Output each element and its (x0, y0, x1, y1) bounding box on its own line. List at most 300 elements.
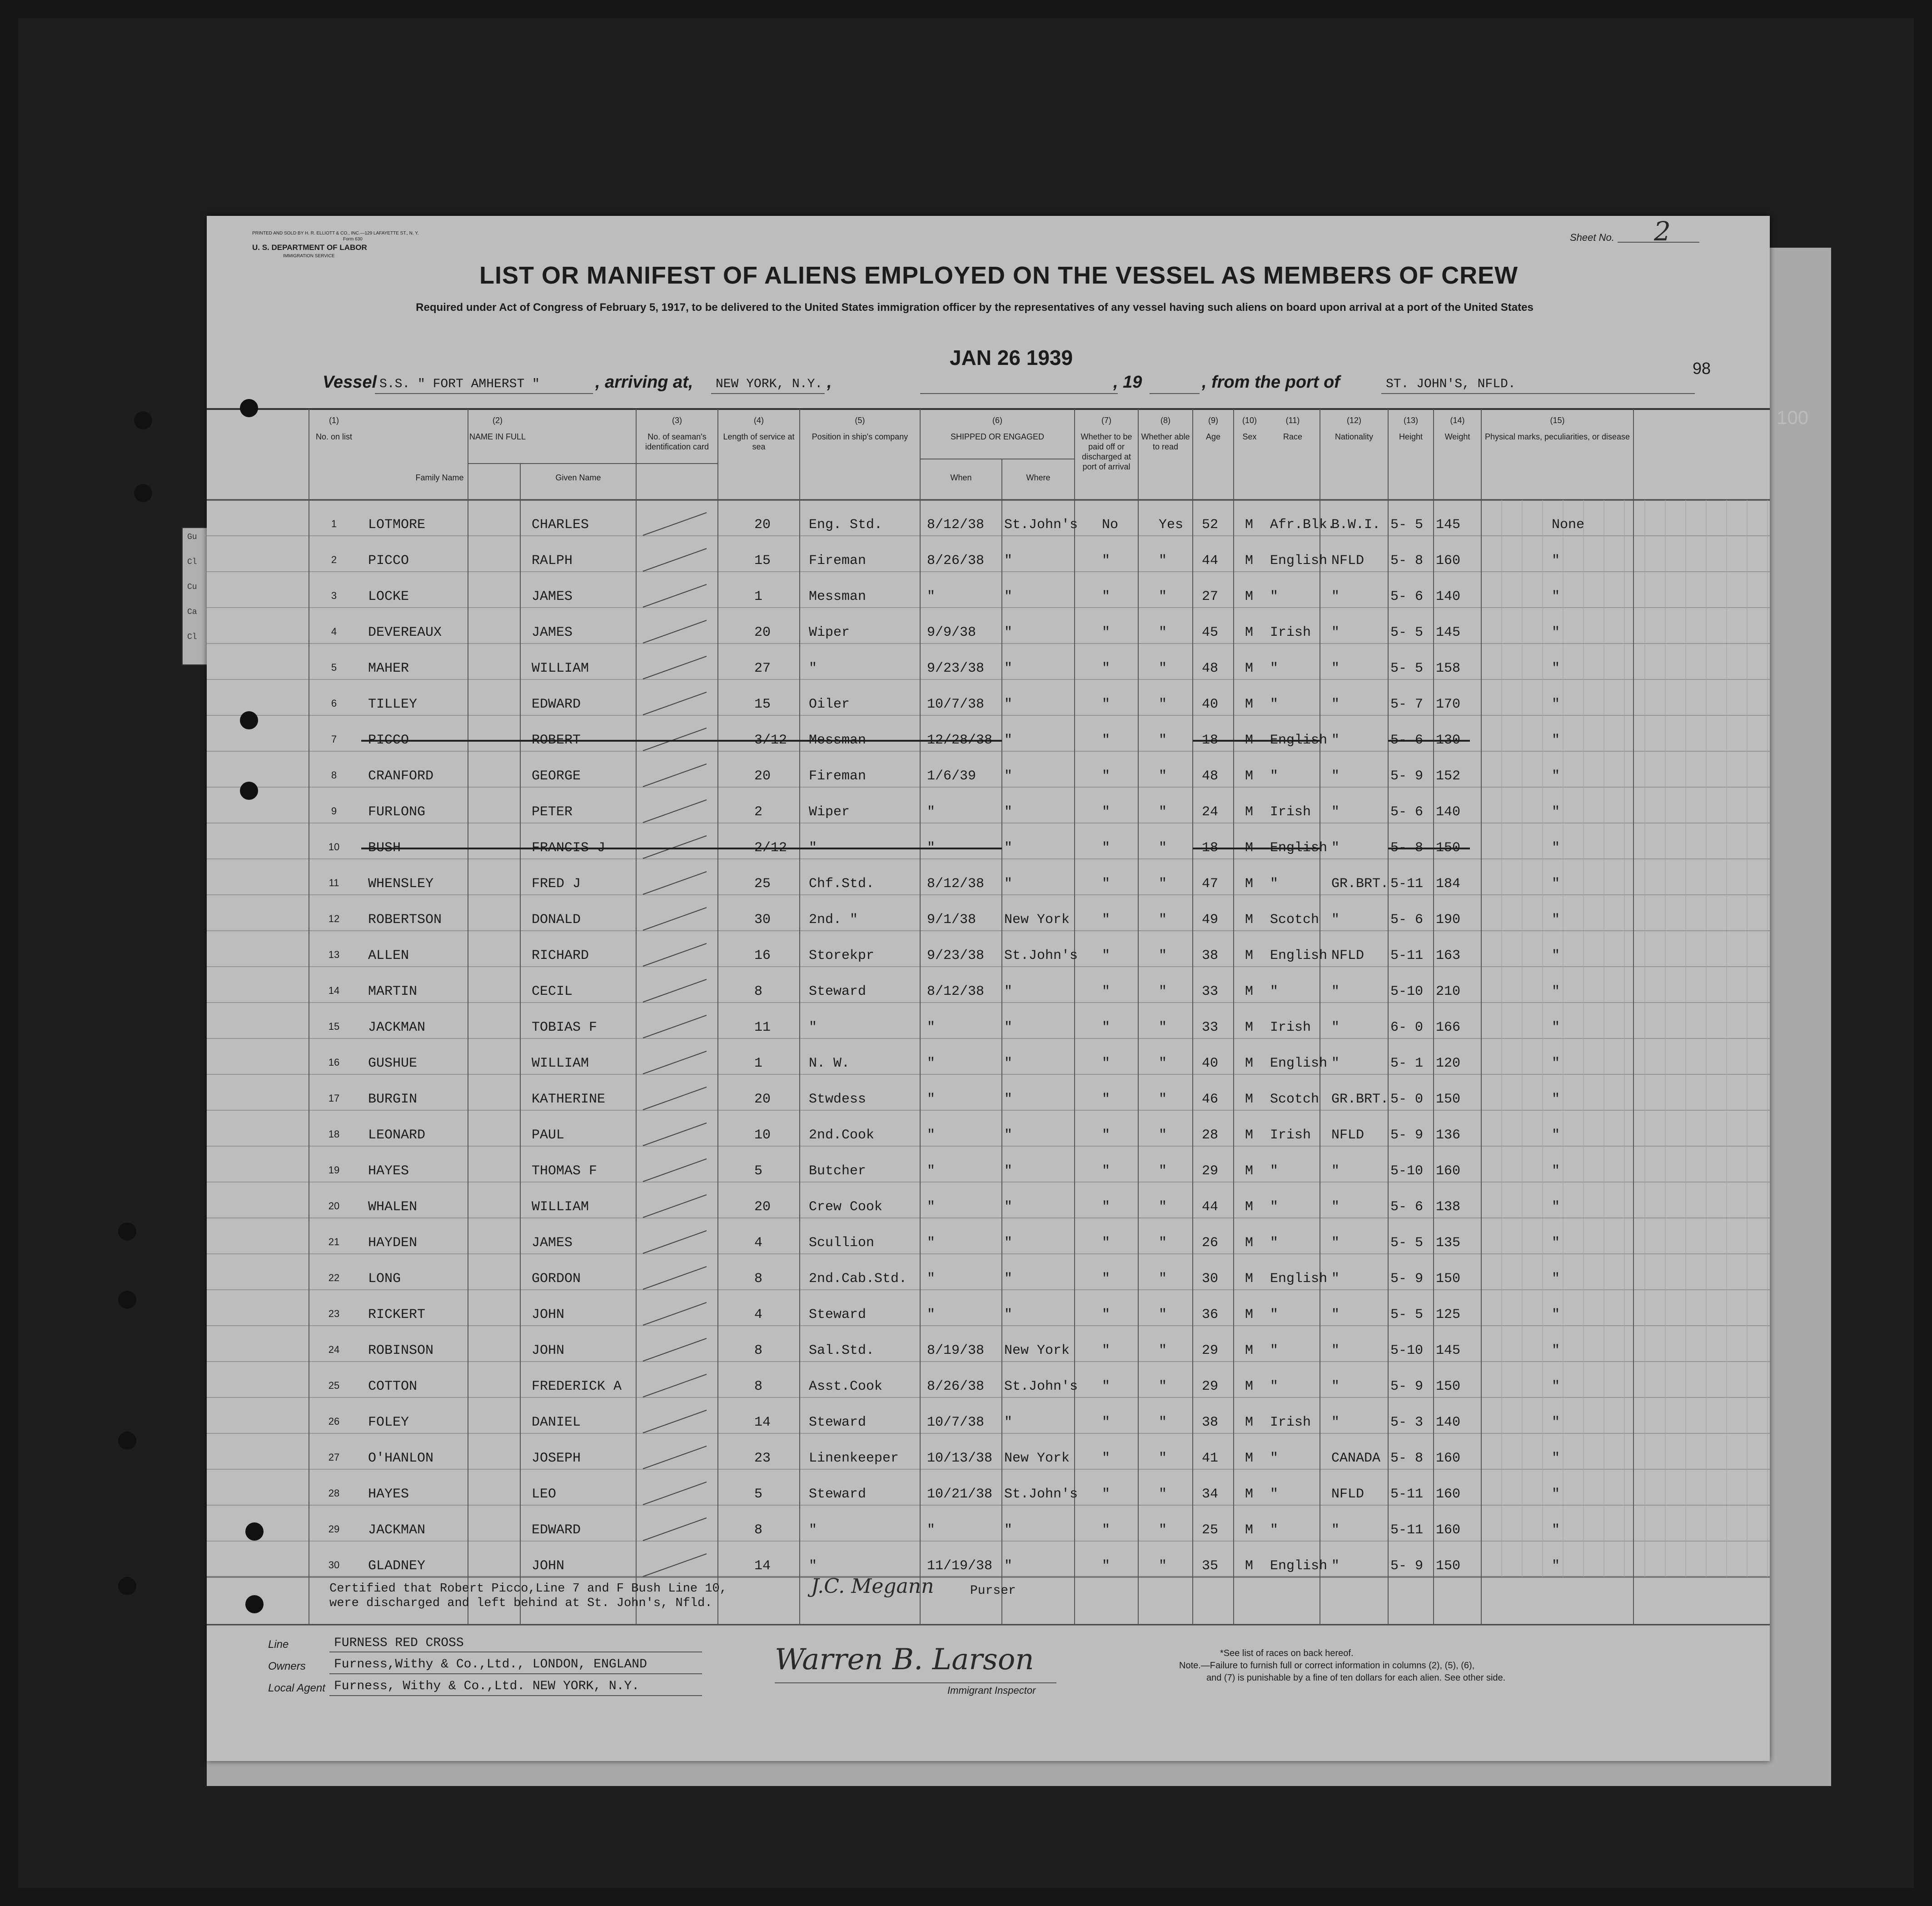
cell-sex: M (1245, 1451, 1254, 1466)
cell-age: 29 (1202, 1343, 1219, 1358)
id-card-check-mark (643, 764, 707, 787)
cell-marks: " (1552, 804, 1560, 820)
cell-age: 29 (1202, 1379, 1219, 1394)
cell-height: 5- 8 (1390, 1451, 1424, 1466)
cell-marks: " (1552, 1343, 1560, 1358)
year-label: , 19 (1113, 373, 1142, 392)
cell-position: " (809, 661, 817, 676)
id-card-check-mark (643, 549, 707, 571)
cell-nat: " (1331, 1307, 1340, 1322)
cell-where: St.John's (1004, 1487, 1078, 1502)
cell-race: English (1270, 1271, 1328, 1287)
cell-sex: M (1245, 768, 1254, 784)
cell-when: 8/12/38 (927, 876, 985, 892)
id-card-check-mark (643, 1482, 707, 1505)
cell-sex: M (1245, 804, 1254, 820)
cell-given: KATHERINE (532, 1092, 606, 1107)
cell-paid: " (1102, 1451, 1110, 1466)
cell-when: 10/13/38 (927, 1451, 993, 1466)
cell-los: 30 (754, 912, 771, 928)
cell-height: 5- 9 (1390, 768, 1424, 784)
cell-where: " (1004, 1307, 1013, 1322)
cell-paid: " (1102, 625, 1110, 640)
cell-race: " (1270, 1163, 1279, 1179)
cell-sex: M (1245, 1092, 1254, 1107)
page-number: 98 (1693, 359, 1711, 378)
cell-paid: " (1102, 840, 1110, 856)
cell-los: 1 (754, 589, 763, 604)
cell-family: ROBERTSON (368, 912, 442, 928)
cell-los: 3/12 (754, 733, 787, 748)
cell-race: Irish (1270, 625, 1311, 640)
cell-given: CECIL (532, 984, 573, 999)
cell-family: DEVEREAUX (368, 625, 442, 640)
cell-paid: " (1102, 1522, 1110, 1538)
cell-position: 2nd.Cook (809, 1128, 875, 1143)
cell-marks: " (1552, 984, 1560, 999)
cell-read: " (1159, 1522, 1167, 1538)
cell-read: " (1159, 876, 1167, 892)
cell-los: 23 (754, 1451, 771, 1466)
cell-nat: " (1331, 1163, 1340, 1179)
printer-line: PRINTED AND SOLD BY H. R. ELLIOTT & CO., INC.—129 LAFAYETTE ST., N. Y. (252, 231, 419, 236)
cell-race: " (1270, 1451, 1279, 1466)
column-number: (14) (1450, 416, 1465, 425)
cell-los: 1 (754, 1056, 763, 1071)
cell-weight: 160 (1436, 553, 1461, 569)
cell-weight: 160 (1436, 1487, 1461, 1502)
cell-age: 29 (1202, 1163, 1219, 1179)
purser-signature: J.C. Megann (811, 1575, 934, 1598)
cell-family: ROBINSON (368, 1343, 434, 1358)
line-underline (329, 1651, 702, 1652)
cell-position: Steward (809, 1307, 866, 1322)
line-value: FURNESS RED CROSS (334, 1636, 464, 1650)
column-number: (7) (1101, 416, 1111, 425)
cell-marks: " (1552, 768, 1560, 784)
from-port: ST. JOHN'S, NFLD. (1386, 377, 1516, 391)
id-card-check-mark (643, 1554, 707, 1577)
cell-nat: " (1331, 1020, 1340, 1035)
cell-height: 5-11 (1390, 1487, 1424, 1502)
cell-sex: M (1245, 1307, 1254, 1322)
cell-where: " (1004, 661, 1013, 676)
cell-given: JOSEPH (532, 1451, 581, 1466)
cell-read: " (1159, 697, 1167, 712)
cell-nat: " (1331, 661, 1340, 676)
cell-marks: " (1552, 1558, 1560, 1574)
cell-given: LEO (532, 1487, 557, 1502)
cell-position: " (809, 1020, 817, 1035)
cell-los: 4 (754, 1307, 763, 1322)
cell-family: CRANFORD (368, 768, 434, 784)
cell-weight: 150 (1436, 840, 1461, 856)
cell-los: 5 (754, 1487, 763, 1502)
cell-marks: " (1552, 697, 1560, 712)
cell-race: " (1270, 1522, 1279, 1538)
id-card-check-mark (643, 1446, 707, 1469)
row-number: 30 (328, 1559, 340, 1571)
id-card-check-mark (643, 1087, 707, 1110)
cell-height: 5-11 (1390, 948, 1424, 963)
cell-race: Irish (1270, 1415, 1311, 1430)
cell-height: 5- 6 (1390, 804, 1424, 820)
cell-weight: 166 (1436, 1020, 1461, 1035)
cell-family: TILLEY (368, 697, 418, 712)
cell-nat: " (1331, 1199, 1340, 1215)
form-title: LIST OR MANIFEST OF ALIENS EMPLOYED ON THE VESSEL AS MEMBERS OF CREW (479, 262, 1519, 289)
id-card-check-mark (643, 1338, 707, 1361)
cell-sex: M (1245, 1163, 1254, 1179)
cell-race: English (1270, 1558, 1328, 1574)
department-label: U. S. DEPARTMENT OF LABOR (252, 243, 367, 252)
cell-marks: " (1552, 840, 1560, 856)
cell-given: JOHN (532, 1558, 565, 1574)
cell-when: " (927, 1199, 936, 1215)
cell-age: 25 (1202, 1522, 1219, 1538)
inspector-signature: Warren B. Larson (775, 1643, 1034, 1676)
left-tab-text: Cl (187, 558, 197, 567)
purser-label: Purser (970, 1584, 1016, 1598)
cell-read: " (1159, 1235, 1167, 1251)
cell-age: 33 (1202, 1020, 1219, 1035)
id-card-check-mark (643, 1518, 707, 1541)
cell-when: 1/6/39 (927, 768, 976, 784)
form-subtitle: Required under Act of Congress of February 5, 1917, to be delivered to the United States immigration officer by the representatives of any vessel having such aliens on board upon arrival at a port of the United States (416, 301, 1534, 314)
cell-age: 38 (1202, 948, 1219, 963)
cell-where: New York (1004, 1451, 1070, 1466)
cell-los: 5 (754, 1163, 763, 1179)
cell-nat: " (1331, 1379, 1340, 1394)
cell-nat: " (1331, 1522, 1340, 1538)
id-card-check-mark (643, 584, 707, 607)
cell-paid: " (1102, 948, 1110, 963)
id-card-check-mark (643, 1231, 707, 1253)
cell-where: " (1004, 1128, 1013, 1143)
cell-paid: " (1102, 697, 1110, 712)
cell-paid: " (1102, 1343, 1110, 1358)
cell-age: 47 (1202, 876, 1219, 892)
cell-age: 41 (1202, 1451, 1219, 1466)
cell-family: WHALEN (368, 1199, 418, 1215)
cell-age: 18 (1202, 840, 1219, 856)
cell-height: 5- 5 (1390, 625, 1424, 640)
owners-label: Owners (268, 1660, 306, 1672)
cell-given: DONALD (532, 912, 581, 928)
cell-height: 5- 0 (1390, 1092, 1424, 1107)
cell-age: 46 (1202, 1092, 1219, 1107)
cell-when: 8/26/38 (927, 553, 985, 569)
id-card-check-mark (643, 908, 707, 930)
cell-nat: " (1331, 733, 1340, 748)
cell-age: 44 (1202, 553, 1219, 569)
cell-height: 5- 3 (1390, 1415, 1424, 1430)
cell-los: 8 (754, 1379, 763, 1394)
cell-race: Scotch (1270, 912, 1320, 928)
cell-where: " (1004, 1199, 1013, 1215)
cell-age: 24 (1202, 804, 1219, 820)
cell-position: Storekpr (809, 948, 875, 963)
cell-read: " (1159, 1128, 1167, 1143)
cell-read: " (1159, 625, 1167, 640)
cell-given: WILLIAM (532, 661, 589, 676)
cell-position: Wiper (809, 625, 850, 640)
cell-weight: 190 (1436, 912, 1461, 928)
cell-where: " (1004, 1056, 1013, 1071)
cell-paid: " (1102, 1128, 1110, 1143)
cell-where: " (1004, 984, 1013, 999)
cell-when: " (927, 1163, 936, 1179)
cell-given: JOHN (532, 1307, 565, 1322)
cell-weight: 130 (1436, 733, 1461, 748)
column-header: No. of seaman's identification card (645, 432, 709, 451)
cell-when: 8/12/38 (927, 984, 985, 999)
cell-family: PICCO (368, 733, 409, 748)
cell-marks: " (1552, 1522, 1560, 1538)
cell-height: 5-10 (1390, 984, 1424, 999)
arriving-label: , arriving at, (595, 373, 693, 392)
cell-paid: " (1102, 1056, 1110, 1071)
cell-los: 15 (754, 553, 771, 569)
cell-sex: M (1245, 517, 1254, 533)
cell-sex: M (1245, 589, 1254, 604)
cell-position: Crew Cook (809, 1199, 883, 1215)
cell-race: Scotch (1270, 1092, 1320, 1107)
cell-position: Scullion (809, 1235, 875, 1251)
cell-race: " (1270, 984, 1279, 999)
cell-height: 5- 5 (1390, 517, 1424, 533)
cell-paid: " (1102, 1558, 1110, 1574)
cell-read: " (1159, 912, 1167, 928)
cell-read: " (1159, 1092, 1167, 1107)
cell-marks: " (1552, 948, 1560, 963)
id-card-check-mark (643, 513, 707, 535)
cell-paid: " (1102, 1307, 1110, 1322)
cell-when: " (927, 1092, 936, 1107)
cell-sex: M (1245, 661, 1254, 676)
cell-sex: M (1245, 1379, 1254, 1394)
cell-marks: " (1552, 1379, 1560, 1394)
cell-nat: " (1331, 1056, 1340, 1071)
cell-weight: 160 (1436, 1163, 1461, 1179)
id-card-check-mark (643, 656, 707, 679)
cell-height: 5-10 (1390, 1343, 1424, 1358)
cell-when: 9/9/38 (927, 625, 976, 640)
cell-weight: 136 (1436, 1128, 1461, 1143)
cell-paid: " (1102, 1271, 1110, 1287)
cell-where: " (1004, 1020, 1013, 1035)
cell-age: 40 (1202, 1056, 1219, 1071)
cell-family: HAYES (368, 1487, 409, 1502)
cell-when: 9/23/38 (927, 661, 985, 676)
line-label: Line (268, 1638, 289, 1651)
cell-read: " (1159, 1271, 1167, 1287)
binder-hole (245, 1522, 264, 1541)
cell-height: 5- 6 (1390, 912, 1424, 928)
cell-read: " (1159, 804, 1167, 820)
cell-where: " (1004, 1235, 1013, 1251)
cell-nat: CANADA (1331, 1451, 1381, 1466)
cell-los: 27 (754, 661, 771, 676)
cell-age: 52 (1202, 517, 1219, 533)
cell-race: " (1270, 661, 1279, 676)
subheader-given: Given Name (555, 473, 601, 482)
id-card-check-mark (643, 1410, 707, 1433)
column-header: SHIPPED OR ENGAGED (950, 432, 1045, 441)
row-number: 13 (328, 949, 340, 960)
cell-nat: " (1331, 840, 1340, 856)
cell-position: Fireman (809, 768, 866, 784)
cell-height: 5-10 (1390, 1163, 1424, 1179)
cell-family: HAYDEN (368, 1235, 418, 1251)
cell-sex: M (1245, 912, 1254, 928)
cell-paid: " (1102, 984, 1110, 999)
cell-paid: " (1102, 1487, 1110, 1502)
binder-hole (118, 1222, 136, 1241)
cell-age: 49 (1202, 912, 1219, 928)
cell-family: GUSHUE (368, 1056, 418, 1071)
row-number: 24 (328, 1344, 340, 1355)
cell-race: English (1270, 840, 1328, 856)
cell-los: 8 (754, 1343, 763, 1358)
cell-weight: 163 (1436, 948, 1461, 963)
cell-family: HAYES (368, 1163, 409, 1179)
cell-marks: " (1552, 1092, 1560, 1107)
vessel-name: S.S. " FORT AMHERST " (379, 377, 540, 391)
cell-sex: M (1245, 840, 1254, 856)
row-number: 5 (331, 662, 337, 673)
date-stamp: JAN 26 1939 (950, 346, 1073, 369)
cell-paid: No (1102, 517, 1119, 533)
cell-height: 5- 9 (1390, 1128, 1424, 1143)
penalty-note-2: and (7) is punishable by a fine of ten dollars for each alien. See other side. (1206, 1673, 1506, 1683)
cell-given: WILLIAM (532, 1056, 589, 1071)
cell-sex: M (1245, 1343, 1254, 1358)
cell-position: N. W. (809, 1056, 850, 1071)
cell-when: 10/7/38 (927, 697, 985, 712)
cell-read: " (1159, 948, 1167, 963)
cell-marks: " (1552, 1307, 1560, 1322)
id-card-check-mark (643, 728, 707, 751)
cell-age: 38 (1202, 1415, 1219, 1430)
cell-race: English (1270, 553, 1328, 569)
cell-weight: 160 (1436, 1451, 1461, 1466)
cell-age: 33 (1202, 984, 1219, 999)
cell-read: " (1159, 1199, 1167, 1215)
binder-hole (245, 1595, 264, 1613)
cell-family: RICKERT (368, 1307, 426, 1322)
cell-height: 5- 5 (1390, 1235, 1424, 1251)
column-number: (4) (754, 416, 764, 425)
row-number: 21 (328, 1236, 340, 1247)
cell-nat: " (1331, 625, 1340, 640)
cell-position: Sal.Std. (809, 1343, 875, 1358)
row-number: 29 (328, 1523, 340, 1535)
binder-hole (240, 782, 258, 800)
cell-los: 2/12 (754, 840, 787, 856)
cell-given: FREDERICK A (532, 1379, 622, 1394)
cell-age: 34 (1202, 1487, 1219, 1502)
cell-when: " (927, 840, 936, 856)
cell-where: " (1004, 1163, 1013, 1179)
cell-race: " (1270, 1343, 1279, 1358)
cell-nat: NFLD (1331, 1487, 1364, 1502)
cell-weight: 158 (1436, 661, 1461, 676)
cell-los: 20 (754, 1199, 771, 1215)
column-number: (8) (1160, 416, 1170, 425)
cell-nat: " (1331, 1343, 1340, 1358)
cell-position: Butcher (809, 1163, 866, 1179)
cell-los: 20 (754, 768, 771, 784)
cell-los: 2 (754, 804, 763, 820)
cell-family: GLADNEY (368, 1558, 426, 1574)
cell-height: 5- 7 (1390, 697, 1424, 712)
cell-marks: " (1552, 589, 1560, 604)
row-number: 4 (331, 626, 337, 637)
row-number: 6 (331, 698, 337, 709)
cell-position: Oiler (809, 697, 850, 712)
cell-where: " (1004, 733, 1013, 748)
cell-family: PICCO (368, 553, 409, 569)
cell-paid: " (1102, 912, 1110, 928)
cell-age: 36 (1202, 1307, 1219, 1322)
cell-where: " (1004, 876, 1013, 892)
left-tab-text: Ca (187, 608, 197, 617)
cell-nat: " (1331, 1558, 1340, 1574)
cell-marks: " (1552, 625, 1560, 640)
cell-weight: 125 (1436, 1307, 1461, 1322)
cell-los: 25 (754, 876, 771, 892)
row-number: 22 (328, 1272, 340, 1283)
cell-position: " (809, 1522, 817, 1538)
cell-marks: " (1552, 912, 1560, 928)
cell-los: 8 (754, 1271, 763, 1287)
cell-race: " (1270, 589, 1279, 604)
cell-when: " (927, 1522, 936, 1538)
id-card-check-mark (643, 800, 707, 823)
cell-given: EDWARD (532, 1522, 581, 1538)
cell-marks: " (1552, 1056, 1560, 1071)
cell-position: " (809, 840, 817, 856)
cell-marks: " (1552, 1128, 1560, 1143)
cell-paid: " (1102, 589, 1110, 604)
cell-read: " (1159, 1379, 1167, 1394)
cell-marks: " (1552, 1271, 1560, 1287)
cell-given: JAMES (532, 625, 573, 640)
cell-sex: M (1245, 733, 1254, 748)
cell-family: ALLEN (368, 948, 409, 963)
row-number: 2 (331, 554, 337, 565)
cell-family: WHENSLEY (368, 876, 434, 892)
cell-marks: " (1552, 553, 1560, 569)
cell-where: " (1004, 1522, 1013, 1538)
cell-family: FOLEY (368, 1415, 409, 1430)
cell-height: 5- 9 (1390, 1379, 1424, 1394)
cell-read: " (1159, 1451, 1167, 1466)
cell-given: JAMES (532, 589, 573, 604)
cell-where: " (1004, 697, 1013, 712)
cell-marks: " (1552, 1020, 1560, 1035)
cell-sex: M (1245, 1056, 1254, 1071)
cell-sex: M (1245, 625, 1254, 640)
row-number: 9 (331, 805, 337, 817)
cell-weight: 160 (1436, 1522, 1461, 1538)
cell-weight: 145 (1436, 625, 1461, 640)
races-note: *See list of races on back hereof. (1220, 1648, 1354, 1658)
cell-height: 5- 6 (1390, 733, 1424, 748)
manifest-sheet (207, 216, 1770, 1761)
column-header: Weight (1444, 432, 1470, 441)
